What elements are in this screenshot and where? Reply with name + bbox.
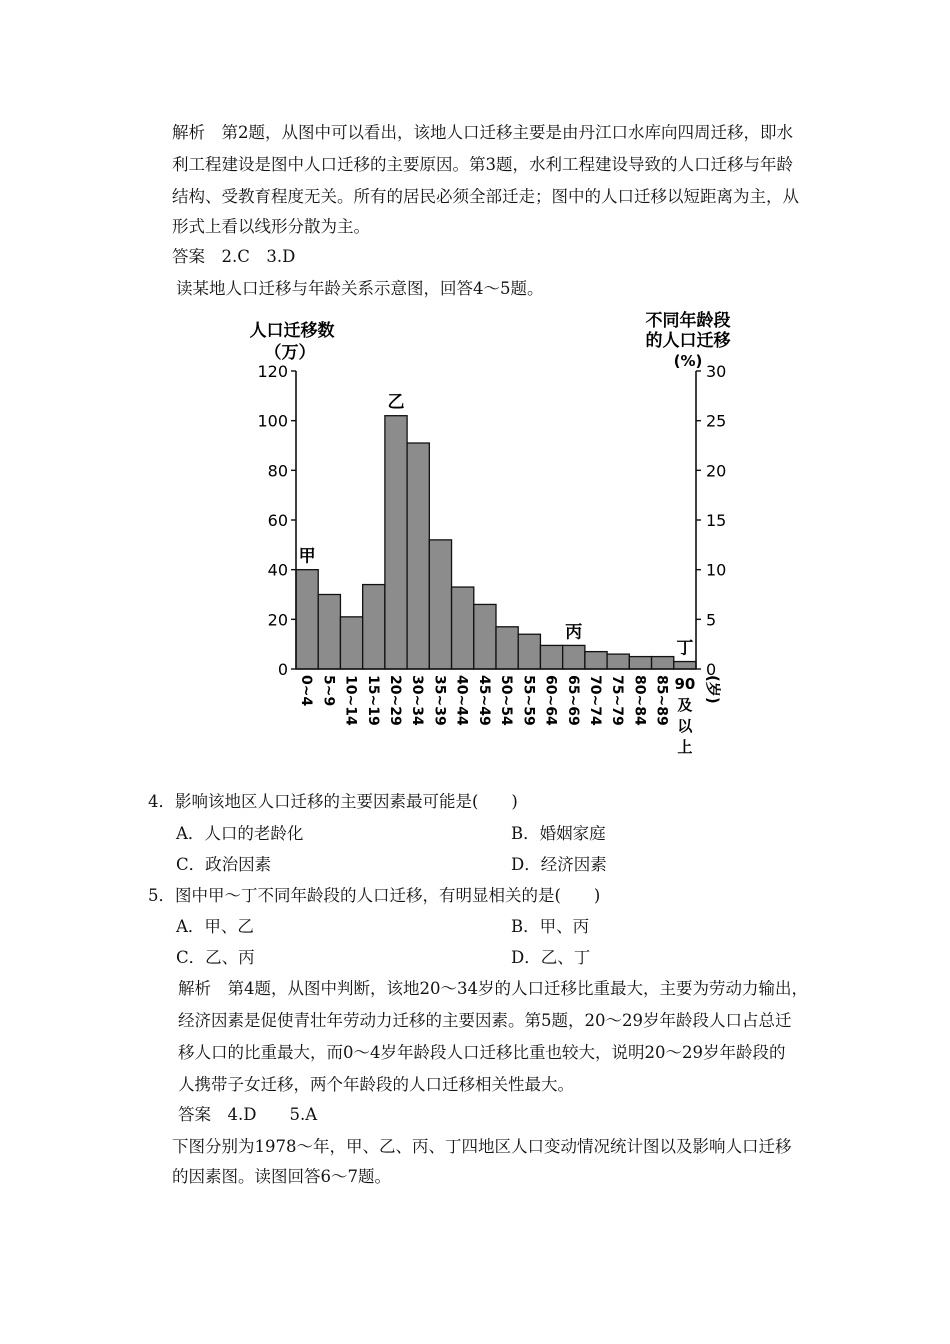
- x-tick-label: 20~29: [387, 675, 403, 726]
- bar-0: [296, 570, 318, 669]
- x-tick-label: 85~89: [653, 675, 670, 726]
- right-axis-title-1: 不同年龄段: [645, 311, 731, 331]
- x-tick-label: 40~44: [453, 675, 470, 726]
- x-tick-label: 90: [674, 675, 696, 693]
- bar-1: [318, 595, 340, 670]
- right-tick-label: 5: [706, 610, 717, 630]
- analysis-line-4: 人携带子女迁移，两个年龄段的人口迁移相关性最大。: [178, 1075, 574, 1094]
- x-tick-label: 50~54: [498, 675, 515, 726]
- bar-11: [540, 645, 562, 669]
- q5-option-d: D．乙、丁: [511, 948, 591, 967]
- bar-5: [407, 443, 429, 669]
- left-axis-title-2: （万）: [264, 343, 316, 363]
- q4-option-b: B．婚姻家庭: [511, 824, 606, 843]
- bar-6: [429, 540, 451, 669]
- x-tick-label: 70~74: [587, 675, 603, 726]
- x-tick-label: 15~19: [364, 675, 381, 726]
- q5-stem: 5．图中甲～丁不同年龄段的人口迁移，有明显相关的是( ): [148, 886, 601, 905]
- population-migration-chart: [240, 308, 740, 758]
- q4-option-a: A．人口的老龄化: [176, 824, 304, 843]
- bar-13: [585, 652, 607, 669]
- right-tick-label: 30: [706, 362, 727, 381]
- x-tick-label: 45~49: [475, 675, 492, 726]
- x-tick-label: 及: [677, 696, 693, 714]
- x-tick-label: 上: [677, 738, 693, 756]
- right-tick-label: 20: [706, 461, 727, 481]
- x-tick-label: 65~69: [564, 675, 581, 726]
- analysis-line-3: 移人口的比重最大，而0～4岁年龄段人口迁移比重也较大，说明20～29岁年龄段的: [178, 1043, 786, 1062]
- annotation-label: 丙: [565, 622, 583, 643]
- annotation-label: 甲: [298, 546, 316, 567]
- x-tick-label: 55~59: [520, 675, 537, 726]
- right-tick-label: 0: [706, 660, 717, 679]
- bar-4: [385, 416, 407, 669]
- q5-option-c: C．乙、丙: [176, 948, 255, 967]
- left-tick-label: 0: [277, 660, 288, 679]
- q5-option-a: A．甲、乙: [176, 917, 254, 936]
- prev-answer: 答案 2.C 3.D: [172, 247, 296, 266]
- right-tick-label: 10: [706, 560, 727, 580]
- bar-9: [496, 627, 518, 669]
- left-tick-label: 60: [267, 511, 288, 530]
- bar-10: [518, 634, 540, 669]
- q4-stem: 4．影响该地区人口迁移的主要因素最可能是( ): [148, 792, 518, 811]
- analysis-answer: 答案 4.D 5.A: [178, 1105, 318, 1124]
- bar-14: [607, 654, 629, 669]
- prev-analysis-line-4: 形式上看以线形分散为主。: [172, 217, 370, 236]
- x-axis-unit: (岁): [704, 675, 722, 704]
- analysis-line-2: 经济因素是促使青壮年劳动力迁移的主要因素。第5题，20～29岁年龄段人口占总迁: [178, 1011, 792, 1030]
- bar-17: [674, 662, 696, 669]
- prev-analysis-line-3: 结构、受教育程度无关。所有的居民必须全部迁走；图中的人口迁移以短距离为主，从: [172, 187, 799, 206]
- left-tick-label: 80: [267, 461, 288, 481]
- right-tick-label: 25: [706, 411, 727, 431]
- bar-12: [563, 645, 585, 669]
- x-tick-label: 5~9: [320, 675, 337, 707]
- chart-intro: 读某地人口迁移与年龄关系示意图，回答4～5题。: [176, 279, 544, 298]
- bar-15: [629, 657, 651, 669]
- analysis-line-1: 解析 第4题，从图中判断，该地20～34岁的人口迁移比重最大，主要为劳动力输出，: [178, 979, 808, 998]
- x-tick-label: 75~79: [609, 675, 626, 726]
- x-tick-label: 30~34: [409, 675, 426, 726]
- bar-16: [652, 657, 674, 669]
- x-tick-label: 60~64: [542, 675, 559, 726]
- bar-2: [340, 617, 362, 669]
- annotation-label: 丁: [676, 638, 694, 659]
- bar-3: [363, 585, 385, 669]
- right-axis-title-3: (%): [673, 352, 703, 370]
- left-tick-label: 40: [267, 560, 288, 580]
- x-tick-label: 0~4: [298, 675, 315, 707]
- bar-7: [452, 587, 474, 669]
- next-intro-line-1: 下图分别为1978～年，甲、乙、丙、丁四地区人口变动情况统计图以及影响人口迁移: [172, 1137, 792, 1156]
- x-tick-label: 以: [677, 717, 693, 735]
- prev-analysis-line-2: 利工程建设是图中人口迁移的主要原因。第3题，水利工程建设导致的人口迁移与年龄: [172, 155, 793, 174]
- q5-option-b: B．甲、丙: [511, 917, 590, 936]
- x-tick-label: 35~39: [431, 675, 448, 726]
- next-intro-line-2: 的因素图。读图回答6～7题。: [172, 1167, 391, 1186]
- x-tick-label: 80~84: [631, 675, 648, 726]
- left-tick-label: 100: [257, 411, 288, 431]
- right-tick-label: 15: [706, 511, 727, 530]
- left-tick-label: 120: [257, 362, 288, 381]
- x-tick-label: 10~14: [342, 675, 359, 726]
- prev-analysis-line-1: 解析 第2题，从图中可以看出，该地人口迁移主要是由丹江口水库向四周迁移，即水: [172, 123, 793, 142]
- chart-svg: [240, 308, 740, 758]
- left-axis-title-1: 人口迁移数: [249, 321, 335, 341]
- annotation-label: 乙: [387, 392, 405, 413]
- left-tick-label: 20: [267, 610, 288, 630]
- q4-option-d: D．经济因素: [511, 855, 607, 874]
- bar-8: [474, 604, 496, 669]
- q4-option-c: C．政治因素: [176, 855, 272, 874]
- right-axis-title-2: 的人口迁移: [645, 331, 731, 351]
